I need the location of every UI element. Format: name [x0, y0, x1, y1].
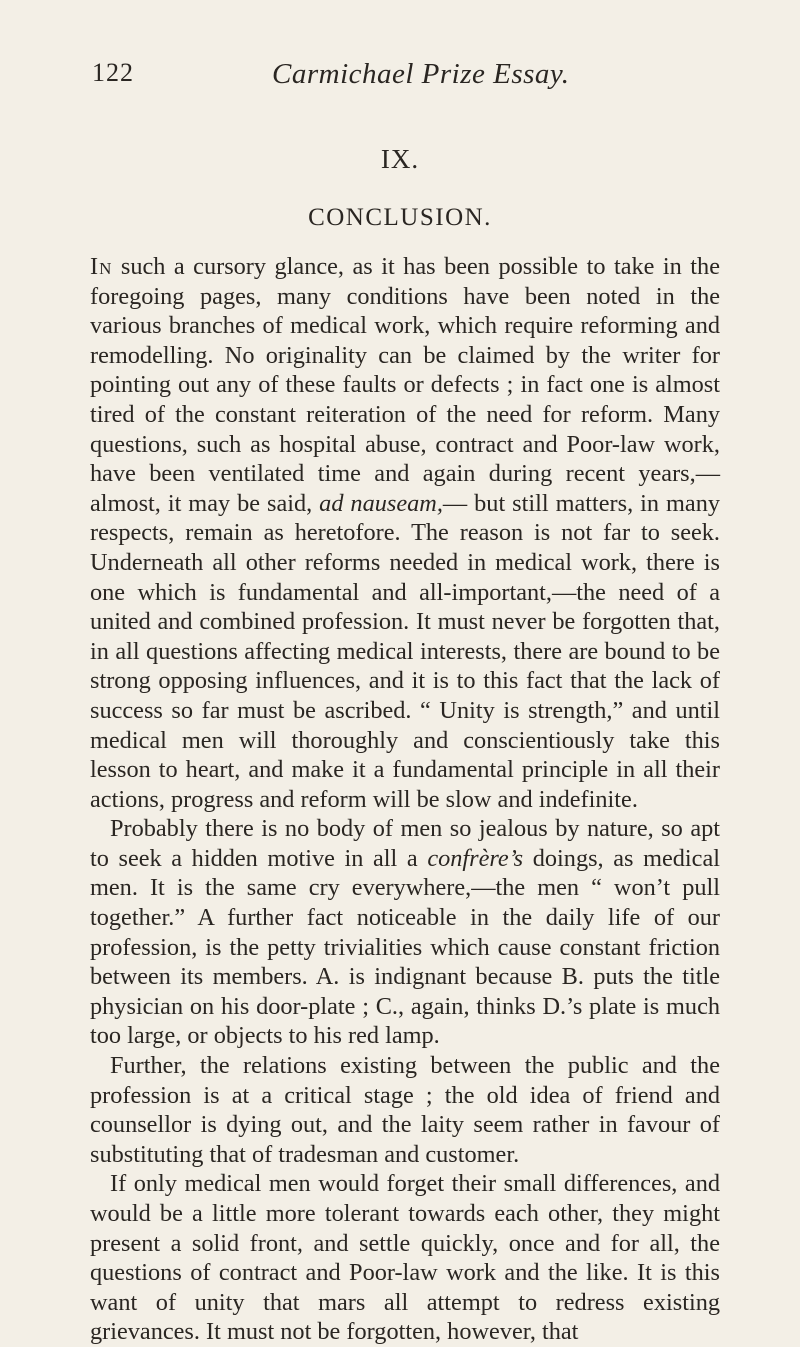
body-text — [90, 252, 720, 1347]
paragraph-2 — [90, 814, 720, 1051]
drop-lead-word: In — [90, 253, 113, 280]
running-head — [92, 58, 720, 98]
paragraph-2-italic: confrère’s — [427, 844, 524, 872]
chapter-number: IX. — [380, 144, 420, 174]
page-number: 122 — [92, 58, 134, 87]
paragraph-2-text-b: doings, as medical men. It is the same cry everywhere,—the men “ won’t pull together.” A further fact noticeable in the daily life of our profession, is the petty trivialities which cause constant friction between its members. A. is indignant because B. puts the title physician on his door-plate ; C., again, thinks D.’s plate is much too large, or objects to his red lamp. — [90, 844, 720, 1050]
paragraph-1-text-a: such a cursory glance, as it has been possible to take in the foregoing pages, many conditions have been noted in the various branches of medical work, which require reforming and remodelling. No originality can be claimed by the writer for pointing out any of these faults or defects ; in fact one is almost tired of the constant reiteration of the need for reform. Many questions, such as hospital abuse, contract and Poor-law work, have been ventilated time and again during recent years,—almost, it may be said, — [90, 253, 720, 517]
paragraph-3: Further, the relations existing between the public and the profession is at a critical stage ; the old idea of friend and counsellor is dying out, and the laity seem rather in favour of substituting that of tradesman and customer. — [90, 1052, 720, 1168]
paragraph-1-text-b: — but still matters, in many respects, remain as heretofore. The reason is not far to seek. Underneath all other reforms needed in medical work, there is one which is fundamental and all-important,—the need of a united and combined profession. It must never be forgotten that, in all questions affecting medical interests, there are bound to be strong opposing influences, and it is to this fact that the lack of success so far must be ascribed. “ Unity is strength,” and until medical men will thoroughly and conscientiously take this lesson to heart, and make it a fundamental principle in all their actions, progress and reform will be slow and indefinite. — [90, 489, 720, 813]
running-title: Carmichael Prize Essay. — [272, 58, 570, 90]
chapter-title: CONCLUSION. — [308, 204, 492, 231]
paragraph-2-text-a: Probably there is no body of men so jealous by nature, so apt to seek a hidden motive in all a — [90, 815, 720, 872]
paragraph-1-italic: ad nauseam, — [319, 489, 443, 517]
paragraph-4: If only medical men would forget their small differences, and would be a little more tolerant towards each other, they might present a solid front, and settle quickly, once and for all, the questions of contract and Poor-law work and the like. It is this want of unity that mars all attempt to redress existing grievances. It must not be forgotten, however, that — [90, 1170, 720, 1346]
paragraph-1 — [90, 252, 720, 814]
